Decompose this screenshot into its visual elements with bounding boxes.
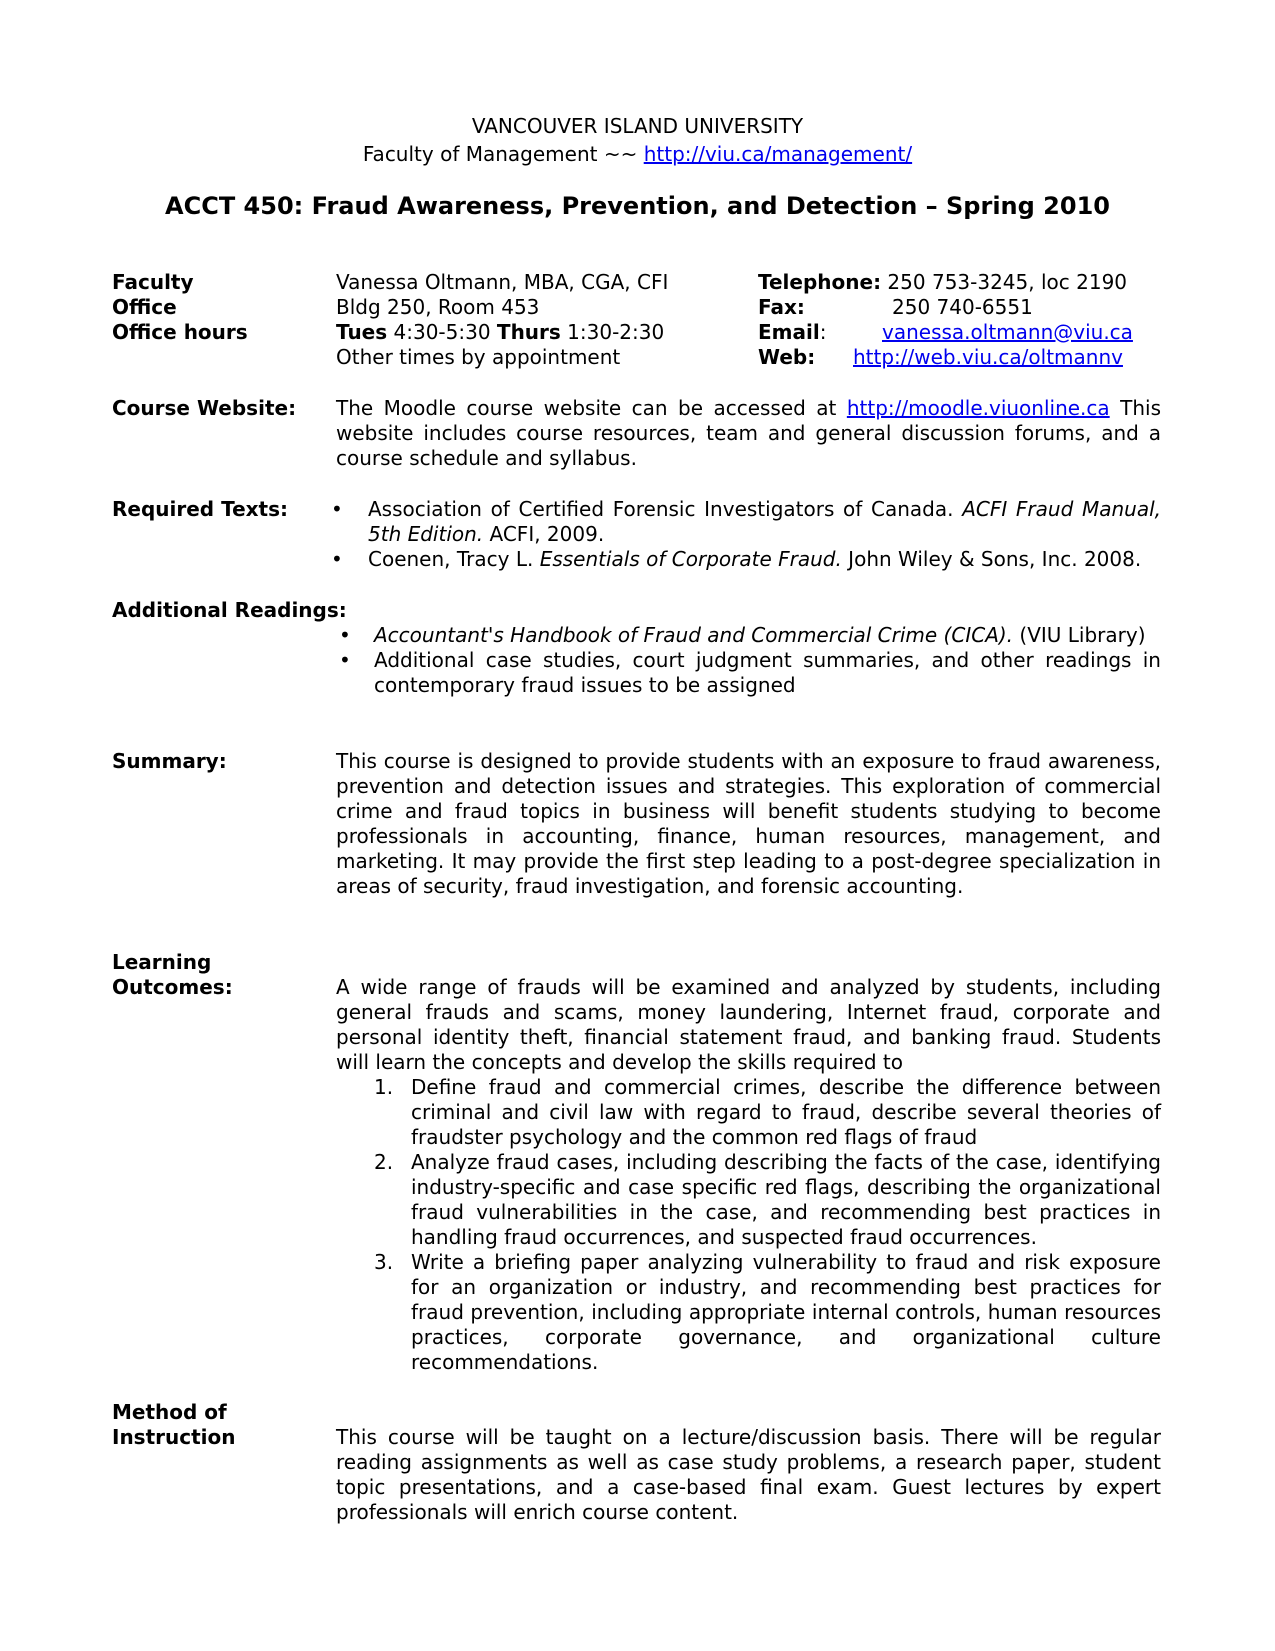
hours-day-tues: Tues [336, 320, 388, 344]
university-name: VANCOUVER ISLAND UNIVERSITY [471, 114, 804, 138]
bullet-icon: • [331, 547, 343, 571]
hours-day-thurs: Thurs [496, 320, 561, 344]
telephone-value: 250 753-3245, loc 2190 [881, 270, 1128, 294]
office-location: Bldg 250, Room 453 [336, 295, 540, 319]
telephone-label: Telephone: [758, 270, 882, 294]
learning-outcomes-list [374, 1075, 1161, 1375]
list-item: • Coenen, Tracy L. Essentials of Corporate Fraud. John Wiley & Sons, Inc. 2008. [331, 547, 1142, 571]
learning-outcomes-label-2: Outcomes: [112, 975, 233, 999]
list-item: 1. Define fraud and commercial crimes, describe the difference between criminal and civil law with regard to fraud, describe several theories of fraudster psychology and the common red flags of fraud [374, 1075, 1161, 1149]
fax-label: Fax: [758, 295, 805, 319]
summary-label: Summary: [112, 749, 227, 773]
bullet-icon: • [339, 648, 351, 672]
hours-time-thurs: 1:30-2:30 [560, 320, 665, 344]
telephone-row [758, 270, 1127, 295]
learning-outcomes-intro: A wide range of frauds will be examined and analyzed by students, including general frauds and scams, money laundering, Internet fraud, corporate and personal identity theft, financial statement fraud, and banking fraud. Students will learn the concepts and develop the skills required to [336, 975, 1161, 1074]
course-website-label: Course Website: [112, 396, 297, 420]
moodle-link[interactable]: http://moodle.viuonline.ca [846, 396, 1110, 420]
required-texts-list [331, 497, 1162, 572]
list-item: • Accountant's Handbook of Fraud and Commercial Crime (CICA). (VIU Library) [339, 623, 1146, 647]
list-item: • Additional case studies, court judgment summaries, and other readings in contemporary fraud issues to be assigned [339, 648, 1161, 697]
list-item: 3. Write a briefing paper analyzing vulnerability to fraud and risk exposure for an organization or industry, and recommending best practices for fraud prevention, including appropriate internal controls, human resources practices, corporate governance, and organizational culture recommendations. [374, 1250, 1161, 1374]
email-label-row [758, 320, 826, 345]
summary-text: This course is designed to provide students with an exposure to fraud awareness, prevention and detection issues and strategies. This exploration of commercial crime and fraud topics in business will benefit students studying to become professionals in accounting, finance, human resources, management, and marketing. It may provide the first step leading to a post-degree specialization in areas of security, fraud investigation, and forensic accounting. [336, 749, 1161, 898]
web-link[interactable]: http://web.viu.ca/oltmannv [853, 345, 1123, 369]
course-website-text [336, 396, 1161, 471]
web-label: Web: [758, 345, 816, 369]
bullet-icon: • [331, 497, 343, 521]
course-title: ACCT 450: Fraud Awareness, Prevention, and Detection – Spring 2010 [165, 192, 1110, 220]
email-label: Email [758, 320, 820, 344]
faculty-label: Faculty [112, 270, 194, 294]
faculty-name: Vanessa Oltmann, MBA, CGA, CFI [336, 270, 669, 294]
additional-readings-list [339, 623, 1161, 698]
additional-readings-label: Additional Readings: [112, 598, 347, 622]
email-link[interactable]: vanessa.oltmann@viu.ca [882, 320, 1133, 344]
method-label-1: Method of [112, 1400, 227, 1424]
learning-outcomes-label-1: Learning [112, 950, 212, 974]
email-colon: : [819, 320, 827, 344]
office-label: Office [112, 295, 177, 319]
office-hours-label: Office hours [112, 320, 248, 344]
faculty-line [0, 142, 1275, 167]
other-times: Other times by appointment [336, 345, 621, 369]
faculty-link[interactable]: http://viu.ca/management/ [643, 142, 913, 166]
list-item: 2. Analyze fraud cases, including describing the facts of the case, identifying industry-specific and case specific red flags, describing the organizational fraud vulnerabilities in the case, and recommending best practices in handling fraud occurrences, and suspected fraud occurrences. [374, 1150, 1161, 1249]
method-label-2: Instruction [112, 1425, 236, 1449]
required-texts-label: Required Texts: [112, 497, 288, 521]
course-website-desc: This website includes course resources, team and general discussion forums, and a course schedule and syllabus. [336, 396, 1161, 470]
list-item: • Association of Certified Forensic Investigators of Canada. ACFI Fraud Manual, 5th Edition. ACFI, 2009. [331, 497, 1162, 546]
course-website-intro: The Moodle course website can be accessed at [336, 396, 847, 420]
faculty-prefix: Faculty of Management ~~ [362, 142, 644, 166]
office-hours [336, 320, 664, 345]
fax-value: 250 740-6551 [892, 295, 1033, 319]
method-text: This course will be taught on a lecture/discussion basis. There will be regular reading assignments as well as case study problems, a research paper, student topic presentations, and a case-based final exam. Guest lectures by expert professionals will enrich course content. [336, 1425, 1161, 1524]
hours-time-tues: 4:30-5:30 [387, 320, 497, 344]
bullet-icon: • [339, 623, 351, 647]
